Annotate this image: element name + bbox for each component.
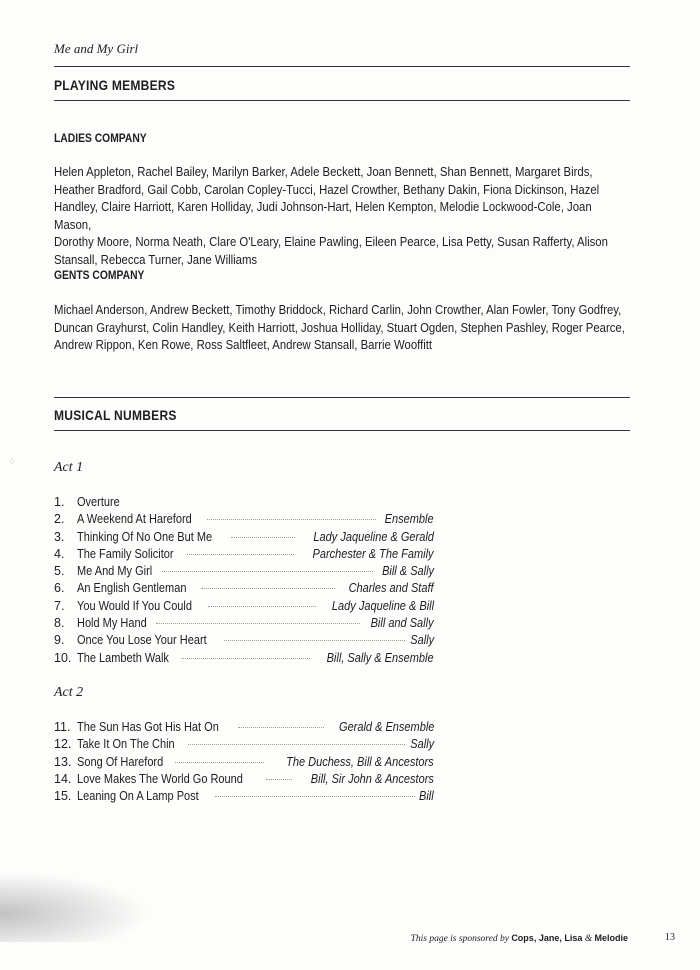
number-index: 1. [54, 495, 65, 509]
dot-leader [187, 554, 295, 555]
sponsor-names: Melodie [594, 933, 628, 943]
sponsor-ampersand: & [582, 934, 595, 944]
number-title: Overture [77, 495, 120, 509]
playing-members-title: PLAYING MEMBERS [54, 77, 176, 93]
musical-number [54, 599, 434, 616]
dot-leader [224, 640, 405, 641]
scan-speck: ⁘ [8, 457, 17, 468]
gents-company-title: GENTS COMPANY [54, 268, 145, 282]
number-performers: Bill, Sally & Ensemble [327, 650, 434, 665]
number-performers: Sally [410, 633, 434, 648]
number-performers: The Duchess, Bill & Ancestors [286, 754, 434, 769]
number-title: The Sun Has Got His Hat On [77, 720, 219, 734]
names-line: Dorothy Moore, Norma Neath, Clare O'Leary, Elaine Pawling, Eileen Pearce, Lisa Petty, Susan Rafferty, Alison [54, 234, 608, 249]
names-line: Andrew Rippon, Ken Rowe, Ross Saltfleet, Andrew Stansall, Barrie Wooffitt [54, 337, 433, 352]
number-index: 3. [54, 529, 65, 544]
number-title: Leaning On A Lamp Post [77, 789, 199, 804]
number-index: 7. [54, 598, 65, 613]
number-index: 4. [54, 546, 65, 561]
number-title: Thinking Of No One But Me [77, 529, 213, 544]
musical-number [54, 581, 434, 598]
number-performers: Lady Jaqueline & Gerald [313, 529, 434, 544]
number-index: 6. [54, 581, 65, 596]
rule-top [54, 66, 630, 67]
rule-under-musical-numbers [54, 430, 630, 431]
ladies-company-title: LADIES COMPANY [54, 131, 147, 145]
musical-number [54, 547, 434, 564]
rule-under-playing-members [54, 100, 630, 101]
number-title: Song Of Hareford [77, 754, 164, 769]
dot-leader [201, 588, 335, 589]
act-1-label: Act 1 [54, 460, 84, 475]
number-title: Take It On The Chin [77, 737, 175, 752]
names-line: Duncan Grayhurst, Colin Handley, Keith Harriott, Joshua Holliday, Stuart Ogden, Stephen Pashley, Roger Pearce, [54, 319, 625, 335]
number-performers: Charles and Staff [348, 581, 434, 596]
number-performers: Bill [419, 789, 434, 804]
musical-number [54, 512, 434, 529]
names-line: Heather Bradford, Gail Cobb, Carolan Copley-Tucci, Hazel Crowther, Bethany Dakin, Fiona Dickinson, Hazel [54, 181, 600, 197]
number-title: The Family Solicitor [77, 546, 174, 561]
number-performers: Lady Jaqueline & Bill [331, 598, 434, 613]
musical-number [54, 530, 434, 547]
act-2-numbers [54, 720, 434, 806]
musical-number [54, 789, 434, 806]
number-title: Once You Lose Your Heart [77, 633, 207, 648]
number-performers: Ensemble [385, 512, 434, 527]
musical-number [54, 633, 434, 650]
number-index: 9. [54, 633, 65, 648]
sponsor-prefix: This page is sponsored by [410, 934, 512, 944]
number-performers: Bill, Sir John & Ancestors [310, 771, 434, 786]
dot-leader [188, 744, 405, 745]
number-index: 14. [54, 771, 72, 786]
number-title: You Would If You Could [77, 598, 192, 613]
sponsor-names: Cops, Jane, Lisa [511, 933, 583, 943]
dot-leader [156, 623, 360, 624]
dot-leader [231, 537, 296, 538]
musical-number [54, 772, 434, 789]
number-title: The Lambeth Walk [77, 650, 169, 665]
dot-leader [162, 571, 373, 572]
dot-leader [215, 796, 415, 797]
number-performers: Gerald & Ensemble [338, 720, 434, 734]
dot-leader [266, 779, 293, 780]
running-head: Me and My Girl [54, 41, 139, 56]
number-title: An English Gentleman [77, 581, 187, 596]
names-line: Michael Anderson, Andrew Beckett, Timothy Briddock, Richard Carlin, John Crowther, Alan Fowler, Tony Godfrey, [54, 302, 622, 317]
number-index: 10. [54, 650, 72, 665]
act-1-numbers [54, 495, 434, 668]
number-performers: Sally [410, 737, 434, 752]
number-index: 13. [54, 754, 72, 769]
number-index: 15. [54, 789, 72, 804]
dot-leader [175, 762, 264, 763]
gents-company-names [54, 301, 630, 354]
ladies-company-names [54, 163, 630, 268]
musical-number [54, 616, 434, 633]
number-performers: Parchester & The Family [312, 546, 434, 561]
musical-number [54, 737, 434, 754]
page-number: 13 [665, 932, 675, 943]
number-index: 8. [54, 616, 65, 631]
names-line: Stansall, Rebecca Turner, Jane Williams [54, 251, 258, 267]
musical-number [54, 564, 434, 581]
musical-numbers-title: MUSICAL NUMBERS [54, 407, 177, 423]
number-title: Hold My Hand [77, 616, 147, 631]
number-performers: Bill & Sally [382, 564, 434, 579]
number-title: Love Makes The World Go Round [77, 771, 243, 786]
number-title: Me And My Girl [77, 564, 153, 579]
sponsor-credit [411, 933, 628, 944]
dot-leader [181, 658, 310, 659]
rule-above-musical-numbers [54, 397, 630, 398]
dot-leader [238, 727, 323, 728]
musical-number [54, 495, 434, 512]
act-2-label: Act 2 [54, 685, 84, 700]
dot-leader [208, 606, 316, 607]
musical-number [54, 720, 434, 737]
number-title: A Weekend At Hareford [77, 512, 192, 527]
names-line: Handley, Claire Harriott, Karen Holliday, Judi Johnson-Hart, Helen Kempton, Melodie Lockwood-Cole, Joan Mason, [54, 199, 592, 232]
number-performers: Bill and Sally [371, 616, 434, 631]
names-line: Helen Appleton, Rachel Bailey, Marilyn Barker, Adele Beckett, Joan Bennett, Shan Bennett, Margaret Birds, [54, 164, 593, 179]
scan-shadow [0, 872, 150, 942]
musical-number [54, 651, 434, 668]
number-index: 2. [54, 512, 65, 527]
number-index: 5. [54, 564, 65, 579]
number-index: 12. [54, 737, 72, 752]
musical-number [54, 755, 434, 772]
dot-leader [207, 519, 376, 520]
number-index: 11. [54, 720, 71, 734]
